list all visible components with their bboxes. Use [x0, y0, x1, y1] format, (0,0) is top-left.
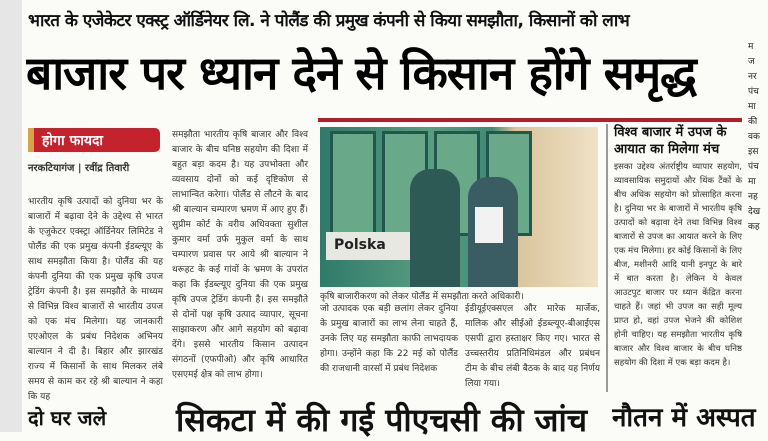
sidebar-box	[606, 124, 742, 392]
adjacent-article-partial	[748, 40, 768, 235]
article-column-2: समझौता भारतीय कृषि बाजार और विश्व बाजार के बीच घनिष्ठ सहयोग की दिशा में बहुत बड़ा कदम है। यह उपभोक्ता और व्यवसाय दोनों को कई दृष्टिकोण से लाभान्वित करेगा। पोलैंड से लौटने के बाद श्री बाल्यान चम्पारण भ्रमण में आए हुए हैं। सुप्रीम कोर्ट के वरीय अधिवक्ता सुशील कुमार वर्मा उर्फ मुकुल वर्मा के साथ चम्पारण प्रवास पर आये श्री बाल्यान ने थरूहट के कई गांवों के भ्रमण के उपरांत कहा कि ईडब्ल्यूए दुनिया की एक प्रमुख कृषि उपज ट्रेडिंग कंपनी है। इस समझौते से दोनों पक्ष कृषि उत्पाद व्यापार, सूचना साझाकरण और आगे सहयोग को बढ़ावा देंगे। इससे भारतीय किसान उत्पादन संगठनों (एफपीओ) और कृषि आधारित एसएमई क्षेत्र को लाभ होगा।	[172, 130, 308, 380]
article-column-1: भारतीय कृषि उत्पादों को दुनिया भर के बाजारों में बढ़ावा देने के उद्देश्य से भारत के एजुकेटर एक्स्ट्रा ऑर्डिनेयर लिमिटेड ने पोलैंड की एक प्रमुख कंपनी ईडब्ल्यूए के साथ समझौता किया है। पोलैंड की यह कंपनी दुनिया की एक प्रमुख कृषि उपज ट्रेडिंग कंपनी है। इस समझौते के माध्यम से विभिन्न विश्व बाजारों से भारतीय उपज को एक मंच मिलेगा। यह जानकारी एएओएल के प्रबंध निदेशक अभिनय बाल्यान ने दी है। बिहार और झारखंड राज्य में किसानों के साथ मिलकर लंबे समय से काम कर रहे श्री बाल्यान ने कहा कि यह	[28, 197, 163, 402]
divider	[318, 118, 742, 122]
subheadline: भारत के एजेकेटर एक्स्ट्र ऑर्डिनेयर लि. ने पोलैंड की प्रमुख कंपनी से किया समझौता, किसानों को लाभ	[28, 11, 630, 31]
partial-text: नर	[748, 72, 757, 82]
partial-text: पंच	[748, 87, 759, 97]
bottom-headline-left: दो घर जले	[28, 406, 107, 430]
partial-text: म	[748, 42, 754, 52]
partial-text: पंच	[748, 162, 759, 172]
partial-text: ज	[748, 57, 755, 67]
page-margin	[0, 0, 22, 432]
bottom-headline-center: सिकटा में की गई पीएचसी की जांच	[176, 401, 588, 439]
partial-text: इस	[748, 147, 759, 157]
partial-text: नह	[748, 192, 758, 202]
partial-text: देख	[748, 207, 761, 217]
partial-text: मा	[748, 177, 756, 187]
photo-caption: कृषि बाजारीकरण को लेकर पोलैंड में समझौता करते अधिकारी।	[320, 292, 524, 302]
partial-text: कह	[748, 222, 760, 232]
byline: नरकटियागंज | रवींद्र तिवारी	[28, 163, 130, 174]
sidebar-box-text: इसका उद्देश्य अंतर्राष्ट्रीय व्यापार सहयोग, व्यावसायिक समुदायों और थिंक टैंकों के बीच अधिक सहयोग को प्रोत्साहित करना है। दुनिया भर के बाजारों में भारतीय कृषि उत्पादों को बढ़ावा देने तथा विभिन्न विश्व बाजारों से उपज का आयात करने के लिए एक मंच मिलेगा। हर कोई किसानों के लिए बीज, मशीनरी आदि यानी इनपुट के बारे में बात करता है। लेकिन ये केवल आउटपुट बाजार पर ध्यान केंद्रित करना चाहते हैं। जहां भी उपज का सही मूल्य प्राप्त हो, वहां उपज भेजने की कोशिश होनी चाहिए। यह समझौता भारतीय कृषि बाजार और विश्व बाजार के बीच घनिष्ठ सहयोग की दिशा में एक बड़ा कदम है।	[614, 162, 742, 368]
article-column-3: जो उत्पादक एक बड़ी छलांग लेकर दुनिया के प्रमुख बाजारों का लाभ लेना चाहते हैं, उनके लिए यह समझौता काफी लाभदायक होगा। उन्होंने कहा कि 22 मई को पोलैंड की राजधानी वारसॉ में प्रबंध निदेशक	[320, 304, 458, 374]
partial-text: की	[748, 117, 758, 127]
bottom-headline-right: नौतन में अस्पत	[612, 403, 756, 433]
article-photo	[320, 127, 598, 287]
photo-sign: Polska	[326, 232, 416, 260]
partial-text: मा	[748, 102, 756, 112]
section-badge: होगा फायदा	[28, 128, 160, 152]
partial-text: वक	[748, 132, 760, 142]
headline: बाजार पर ध्यान देने से किसान होंगे समृद्ध	[26, 46, 696, 100]
article-column-4: ईडीयूईएक्सएल और मारेक मार्जेक, मालिक और सीईओ ईडब्ल्यूए-बीआईएस एसपी द्वारा हस्ताक्षर किए गए। भारत से उच्चस्तरीय प्रतिनिधिमंडल और प्रबंधन टीम के बीच लंबी बैठक के बाद यह निर्णय लिया गया।	[465, 304, 600, 389]
sidebar-box-title: विश्व बाजार में उपज के आयात का मिलेगा मंच	[614, 125, 727, 157]
